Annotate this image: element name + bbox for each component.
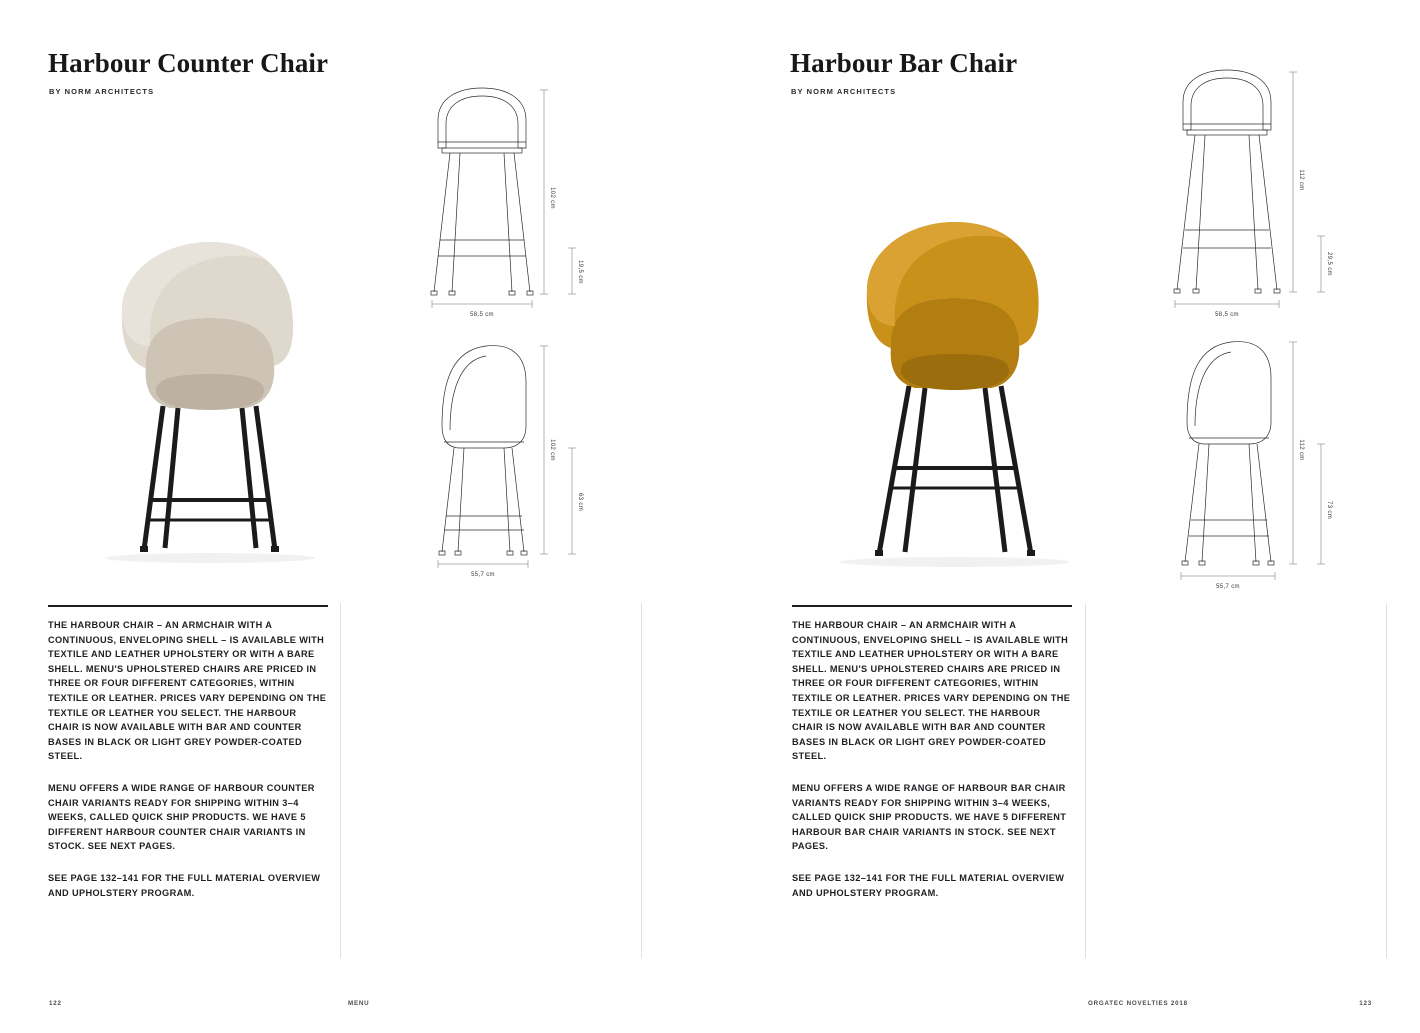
drawing-side-counter <box>420 330 620 580</box>
dim-front-width: 58,5 cm <box>470 312 494 318</box>
copy-rule <box>48 605 328 607</box>
paragraph-3: SEE PAGE 132–141 FOR THE FULL MATERIAL OVERVIEW AND UPHOLSTERY PROGRAM. <box>48 872 321 898</box>
page-byline: BY NORM ARCHITECTS <box>791 87 897 96</box>
footer-page-number-right: 123 <box>1359 1000 1372 1007</box>
product-photo-bar-chair <box>805 150 1135 570</box>
page-title: Harbour Counter Chair <box>48 48 329 78</box>
dim-side-seat: 63 cm <box>577 492 583 512</box>
page-title: Harbour Bar Chair <box>790 48 1018 78</box>
column-rule-left-a <box>340 603 341 958</box>
paragraph-1: THE HARBOUR CHAIR – AN ARMCHAIR WITH A CONTINUOUS, ENVELOPING SHELL – IS AVAILABLE WITH TEXTILE AND LEATHER UPHOLSTERY OR WITH A BARE SHELL. MENU'S UPHOLSTERED CHAIRS ARE PRICED IN THREE OR FOUR DIFFERENT CATEGORIES, WITHIN TEXTILE OR LEATHER. PRICES VARY DEPENDING ON THE TEXTILE OR LEATHER YOU SELECT. THE HARBOUR CHAIR IS NOW AVAILABLE WITH BAR AND COUNTER BASES IN BLACK OR LIGHT GREY POWDER-COATED STEEL. <box>792 620 1071 762</box>
dim-side-depth: 55,7 cm <box>471 572 495 578</box>
paragraph-1: THE HARBOUR CHAIR – AN ARMCHAIR WITH A CONTINUOUS, ENVELOPING SHELL – IS AVAILABLE WITH TEXTILE AND LEATHER UPHOLSTERY OR WITH A BARE SHELL. MENU'S UPHOLSTERED CHAIRS ARE PRICED IN THREE OR FOUR DIFFERENT CATEGORIES, WITHIN TEXTILE OR LEATHER. PRICES VARY DEPENDING ON THE TEXTILE OR LEATHER YOU SELECT. THE HARBOUR CHAIR IS NOW AVAILABLE WITH BAR AND COUNTER BASES IN BLACK OR LIGHT GREY POWDER-COATED STEEL. <box>48 620 327 762</box>
dim-side-height: 112 cm <box>1298 439 1304 461</box>
dim-side-seat: 73 cm <box>1326 500 1332 520</box>
drawing-side-bar <box>1165 330 1365 590</box>
dim-front-height: 102 cm <box>549 187 555 209</box>
paragraph-2: MENU OFFERS A WIDE RANGE OF HARBOUR COUNTER CHAIR VARIANTS READY FOR SHIPPING WITHIN 3–4 WEEKS, CALLED QUICK SHIP PRODUCTS. WE HAVE 5 DIFFERENT HARBOUR COUNTER CHAIR VARIANTS IN STOCK. SEE NEXT PAGES. <box>48 782 315 852</box>
dim-front-height: 112 cm <box>1298 169 1304 191</box>
footer-brand-right: ORGATEC NOVELTIES 2018 <box>1088 1000 1188 1007</box>
column-rule-left-b <box>641 603 642 958</box>
body-copy-right <box>792 605 1072 900</box>
drawing-front-bar <box>1165 60 1365 320</box>
dim-front-seat: 19,5 cm <box>577 260 583 284</box>
dim-front-width: 58,5 cm <box>1215 312 1239 318</box>
right-page <box>710 0 1420 1033</box>
body-copy-left <box>48 605 328 900</box>
footer-page-number-left: 122 <box>49 1000 62 1007</box>
paragraph-2: MENU OFFERS A WIDE RANGE OF HARBOUR BAR CHAIR VARIANTS READY FOR SHIPPING WITHIN 3–4 WEEKS, CALLED QUICK SHIP PRODUCTS. WE HAVE 5 DIFFERENT HARBOUR BAR CHAIR VARIANTS IN STOCK. SEE NEXT PAGES. <box>792 782 1067 852</box>
drawing-front-counter <box>420 80 620 320</box>
dim-side-height: 102 cm <box>549 439 555 461</box>
product-photo-counter-chair <box>60 150 390 570</box>
paragraph-3: SEE PAGE 132–141 FOR THE FULL MATERIAL OVERVIEW AND UPHOLSTERY PROGRAM. <box>792 872 1065 898</box>
copy-rule <box>792 605 1072 607</box>
footer-brand-left: MENU <box>348 1000 370 1007</box>
dim-side-depth: 55,7 cm <box>1216 584 1240 590</box>
column-rule-right-a <box>1085 603 1086 958</box>
dim-front-seat: 29,5 cm <box>1326 252 1332 276</box>
column-rule-right-b <box>1386 603 1387 958</box>
page-byline: BY NORM ARCHITECTS <box>49 87 155 96</box>
